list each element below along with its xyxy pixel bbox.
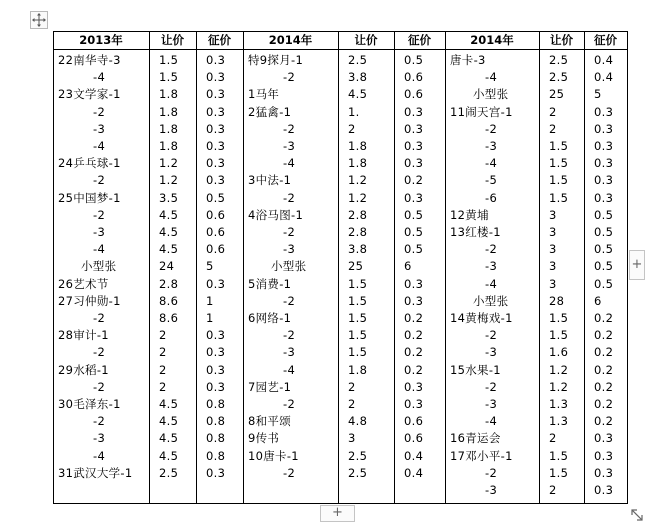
table-cell-name-2014b[interactable]: 14黄梅戏-1 [450, 311, 513, 325]
table-cell-price-2013-zheng[interactable]: 1 [206, 311, 214, 325]
table-cell-price-2013-zheng[interactable]: 0.3 [206, 362, 226, 377]
table-cell-price-2014b-zheng[interactable]: 0.2 [594, 414, 614, 429]
table-cell-name-2014b[interactable]: -4 [485, 276, 498, 291]
table-cell-price-2014b-zheng[interactable]: 0.3 [594, 139, 614, 153]
table-cell-price-2014b-zheng[interactable]: 0.3 [594, 173, 614, 188]
table-cell-name-2013[interactable]: 30毛泽东-1 [58, 397, 121, 411]
table-cell-price-2013-zheng[interactable]: 0.8 [206, 431, 226, 446]
table-cell-price-2014a-rang[interactable]: 1.5 [348, 311, 368, 325]
table-cell-price-2014b-zheng[interactable]: 0.3 [594, 483, 614, 497]
table-cell-price-2013-rang[interactable]: 1.8 [159, 87, 179, 102]
table-cell-price-2014b-rang[interactable]: 2 [549, 121, 557, 136]
table-cell-name-2014b[interactable]: 15水果-1 [450, 362, 501, 377]
table-cell-price-2013-rang[interactable]: 4.5 [159, 207, 179, 222]
table-cell-price-2014a-zheng[interactable]: 0.2 [404, 362, 424, 377]
table-cell-price-2014b-zheng[interactable]: 0.5 [594, 207, 614, 222]
table-cell-price-2014a-zheng[interactable]: 0.3 [404, 379, 424, 394]
table-cell-price-2014a-rang[interactable]: 2.8 [348, 207, 368, 222]
table-cell-name-2014a[interactable]: -2 [283, 121, 296, 136]
table-cell-price-2014b-rang[interactable]: 1.6 [549, 345, 569, 360]
table-cell-price-2013-rang[interactable]: 2 [159, 379, 167, 394]
column-header-price-2014b-rang[interactable]: 让价 [550, 33, 573, 47]
table-cell-name-2013[interactable]: 28审计-1 [58, 328, 109, 343]
table-cell-name-2014a[interactable]: -2 [283, 293, 296, 308]
table-cell-name-2014b[interactable]: -2 [485, 328, 498, 343]
table-cell-price-2014b-rang[interactable]: 1.5 [549, 328, 569, 343]
table-cell-price-2014b-rang[interactable]: 1.5 [549, 465, 569, 480]
table-cell-price-2014a-zheng[interactable]: 0.6 [404, 414, 424, 429]
column-header-price-2014b-zheng[interactable]: 征价 [594, 33, 617, 47]
table-cell-price-2014b-zheng[interactable]: 0.2 [594, 379, 614, 394]
table-cell-name-2014a[interactable]: 特9探月-1 [248, 53, 304, 67]
table-cell-price-2014b-rang[interactable]: 1.5 [549, 190, 569, 205]
table-cell-name-2013[interactable]: 25中国梦-1 [58, 190, 121, 205]
table-cell-price-2014b-rang[interactable]: 2.5 [549, 70, 569, 85]
table-cell-price-2014b-rang[interactable]: 1.3 [549, 397, 569, 411]
table-cell-price-2014b-rang[interactable]: 2 [549, 483, 557, 497]
table-cell-price-2013-rang[interactable]: 4.5 [159, 242, 179, 257]
table-cell-price-2014b-rang[interactable]: 28 [549, 293, 565, 308]
table-cell-name-2014a[interactable]: 1马年 [248, 87, 280, 102]
table-cell-name-2014b[interactable]: -2 [485, 465, 498, 480]
table-cell-price-2013-rang[interactable]: 4.5 [159, 414, 179, 429]
table-cell-price-2013-zheng[interactable]: 0.3 [206, 156, 226, 171]
table-cell-name-2014b[interactable]: 唐卡-3 [450, 53, 486, 67]
table-cell-price-2014b-rang[interactable]: 1.5 [549, 448, 569, 463]
table-cell-price-2014a-rang[interactable]: 1.5 [348, 328, 368, 343]
table-cell-name-2013[interactable]: -2 [93, 414, 106, 429]
table-cell-price-2014a-rang[interactable]: 3 [348, 431, 356, 446]
table-cell-name-2013[interactable]: -4 [93, 139, 106, 153]
table-cell-name-2014b[interactable]: -3 [485, 259, 498, 274]
table-cell-price-2014a-zheng[interactable]: 0.5 [404, 53, 424, 67]
table-cell-price-2014b-zheng[interactable]: 0.3 [594, 448, 614, 463]
table-cell-price-2013-zheng[interactable]: 5 [206, 259, 214, 274]
table-cell-name-2014b[interactable]: -3 [485, 397, 498, 411]
table-cell-name-2014a[interactable]: -3 [283, 345, 296, 360]
table-cell-price-2013-zheng[interactable]: 0.3 [206, 104, 226, 119]
table-cell-price-2014a-zheng[interactable]: 0.3 [404, 293, 424, 308]
table-cell-price-2013-zheng[interactable]: 0.3 [206, 345, 226, 360]
table-cell-name-2013[interactable]: -2 [93, 207, 106, 222]
table-cell-name-2013[interactable]: -4 [93, 242, 106, 257]
table-cell-price-2013-zheng[interactable]: 0.3 [206, 379, 226, 394]
table-cell-name-2013[interactable]: -4 [93, 448, 106, 463]
table-cell-price-2013-rang[interactable]: 2.5 [159, 465, 179, 480]
table-cell-price-2013-rang[interactable]: 1.8 [159, 104, 179, 119]
table-cell-price-2014a-rang[interactable]: 1.5 [348, 293, 368, 308]
table-cell-price-2014b-zheng[interactable]: 0.3 [594, 121, 614, 136]
table-cell-price-2014a-zheng[interactable]: 0.5 [404, 225, 424, 239]
table-cell-price-2013-rang[interactable]: 1.8 [159, 139, 179, 153]
table-cell-price-2014a-zheng[interactable]: 0.3 [404, 104, 424, 119]
table-cell-price-2013-rang[interactable]: 2 [159, 362, 167, 377]
table-cell-name-2013[interactable]: -4 [93, 70, 106, 85]
table-cell-name-2014a[interactable]: 3中法-1 [248, 173, 292, 188]
table-cell-price-2014b-zheng[interactable]: 0.3 [594, 465, 614, 480]
table-cell-price-2014a-zheng[interactable]: 0.6 [404, 431, 424, 446]
table-cell-name-2013[interactable]: 22南华寺-3 [58, 53, 121, 67]
table-cell-name-2014b[interactable]: -3 [485, 483, 498, 497]
table-cell-price-2014b-zheng[interactable]: 5 [594, 87, 602, 102]
table-cell-price-2014b-zheng[interactable]: 0.2 [594, 328, 614, 343]
table-cell-name-2013[interactable]: -2 [93, 104, 106, 119]
table-cell-name-2013[interactable]: 29水稻-1 [58, 362, 109, 377]
table-cell-price-2014a-zheng[interactable]: 6 [404, 259, 412, 274]
table-cell-name-2014b[interactable]: -3 [485, 345, 498, 360]
table-cell-name-2014b[interactable]: -2 [485, 379, 498, 394]
table-cell-name-2013[interactable]: -3 [93, 225, 106, 239]
table-cell-price-2014a-rang[interactable]: 2 [348, 121, 356, 136]
table-cell-price-2014b-zheng[interactable]: 0.2 [594, 345, 614, 360]
table-cell-price-2013-rang[interactable]: 1.8 [159, 121, 179, 136]
table-cell-name-2014a[interactable]: 4浴马图-1 [248, 207, 304, 222]
table-cell-name-2013[interactable]: 小型张 [81, 259, 117, 274]
column-header-name-2014b[interactable]: 2014年 [470, 33, 514, 47]
table-cell-price-2013-zheng[interactable]: 0.6 [206, 225, 226, 239]
table-cell-price-2014b-rang[interactable]: 1.3 [549, 414, 569, 429]
table-cell-name-2014b[interactable]: -2 [485, 242, 498, 257]
table-cell-name-2013[interactable]: -2 [93, 379, 106, 394]
table-cell-price-2014a-rang[interactable]: 2.8 [348, 225, 368, 239]
table-cell-price-2014b-zheng[interactable]: 0.5 [594, 259, 614, 274]
table-cell-price-2014a-rang[interactable]: 4.8 [348, 414, 368, 429]
table-cell-price-2014a-rang[interactable]: 1.5 [348, 276, 368, 291]
table-cell-price-2013-zheng[interactable]: 0.3 [206, 328, 226, 343]
table-cell-name-2014a[interactable]: -3 [283, 242, 296, 257]
table-cell-price-2014a-rang[interactable]: 4.5 [348, 87, 368, 102]
table-cell-price-2014a-zheng[interactable]: 0.2 [404, 311, 424, 325]
table-cell-name-2014b[interactable]: -3 [485, 139, 498, 153]
table-cell-name-2014a[interactable]: -2 [283, 70, 296, 85]
table-cell-price-2014a-zheng[interactable]: 0.3 [404, 121, 424, 136]
table-cell-price-2013-rang[interactable]: 4.5 [159, 225, 179, 239]
table-cell-price-2013-rang[interactable]: 8.6 [159, 293, 179, 308]
table-cell-price-2014b-rang[interactable]: 1.5 [549, 139, 569, 153]
table-cell-name-2013[interactable]: -2 [93, 173, 106, 188]
table-cell-price-2014b-rang[interactable]: 3 [549, 225, 557, 239]
table-cell-name-2013[interactable]: 23文学家-1 [58, 87, 121, 102]
table-cell-price-2013-zheng[interactable]: 0.3 [206, 87, 226, 102]
stamp-price-table [53, 31, 627, 504]
table-cell-price-2014b-zheng[interactable]: 0.3 [594, 104, 614, 119]
table-cell-price-2013-rang[interactable]: 2 [159, 345, 167, 360]
table-cell-price-2013-zheng[interactable]: 0.3 [206, 70, 226, 85]
table-cell-name-2014a[interactable]: -2 [283, 465, 296, 480]
table-cell-price-2014a-rang[interactable]: 1.2 [348, 173, 368, 188]
table-cell-name-2014a[interactable]: 2猛禽-1 [248, 104, 292, 119]
table-cell-name-2014b[interactable]: 13红楼-1 [450, 225, 501, 239]
table-cell-price-2014a-zheng[interactable]: 0.3 [404, 190, 424, 205]
table-cell-price-2013-zheng[interactable]: 0.6 [206, 207, 226, 222]
table-cell-name-2014a[interactable]: -4 [283, 362, 296, 377]
table-cell-price-2014a-rang[interactable]: 25 [348, 259, 364, 274]
table-cell-price-2013-zheng[interactable]: 0.3 [206, 276, 226, 291]
table-cell-name-2014b[interactable]: -4 [485, 70, 498, 85]
table-cell-price-2014a-zheng[interactable]: 0.3 [404, 276, 424, 291]
table-cell-name-2014a[interactable]: 10唐卡-1 [248, 448, 299, 463]
table-cell-price-2014a-rang[interactable]: 2.5 [348, 53, 368, 67]
table-cell-price-2013-rang[interactable]: 24 [159, 259, 175, 274]
table-cell-price-2014a-rang[interactable]: 3.8 [348, 70, 368, 85]
table-cell-name-2014b[interactable]: -5 [485, 173, 498, 188]
table-cell-name-2014a[interactable]: -2 [283, 328, 296, 343]
table-cell-price-2014a-rang[interactable]: 1. [348, 104, 360, 119]
table-cell-price-2014b-zheng[interactable]: 0.5 [594, 276, 614, 291]
table-cell-price-2014a-zheng[interactable]: 0.3 [404, 139, 424, 153]
table-cell-price-2014b-rang[interactable]: 3 [549, 242, 557, 257]
table-cell-name-2014b[interactable]: 小型张 [473, 293, 509, 308]
table-cell-price-2014b-rang[interactable]: 1.2 [549, 379, 569, 394]
table-cell-price-2013-zheng[interactable]: 0.8 [206, 448, 226, 463]
table-cell-price-2014a-rang[interactable]: 3.8 [348, 242, 368, 257]
column-header-price-2014a-rang[interactable]: 让价 [354, 33, 378, 47]
table-cell-name-2014b[interactable]: -4 [485, 414, 498, 429]
table-cell-price-2014a-rang[interactable]: 2.5 [348, 448, 368, 463]
table-cell-price-2014a-rang[interactable]: 1.2 [348, 190, 368, 205]
table-cell-price-2013-zheng[interactable]: 0.3 [206, 121, 226, 136]
table-cell-name-2014a[interactable]: -3 [283, 139, 296, 153]
table-cell-price-2013-zheng[interactable]: 0.3 [206, 173, 226, 188]
table-cell-price-2013-rang[interactable]: 4.5 [159, 448, 179, 463]
table-cell-name-2014b[interactable]: -6 [485, 190, 498, 205]
table-cell-price-2013-rang[interactable]: 3.5 [159, 190, 179, 205]
table-cell-price-2014a-rang[interactable]: 1.5 [348, 345, 368, 360]
table-cell-price-2014a-zheng[interactable]: 0.6 [404, 70, 424, 85]
table-cell-price-2014b-rang[interactable]: 1.5 [549, 311, 569, 325]
table-cell-price-2014b-zheng[interactable]: 0.5 [594, 242, 614, 257]
column-header-name-2014a[interactable]: 2014年 [268, 33, 313, 47]
table-cell-price-2014a-zheng[interactable]: 0.3 [404, 156, 424, 171]
table-cell-name-2013[interactable]: -3 [93, 121, 106, 136]
table-cell-name-2013[interactable]: 31武汉大学-1 [58, 465, 133, 480]
table-cell-name-2014a[interactable]: 7园艺-1 [248, 379, 292, 394]
column-header-price-2013-rang[interactable]: 让价 [161, 33, 184, 47]
table-cell-price-2013-rang[interactable]: 4.5 [159, 431, 179, 446]
table-cell-name-2014b[interactable]: 17邓小平-1 [450, 448, 513, 463]
table-cell-price-2014b-zheng[interactable]: 0.3 [594, 431, 614, 446]
table-cell-price-2013-zheng[interactable]: 1 [206, 293, 214, 308]
table-cell-price-2013-zheng[interactable]: 0.3 [206, 139, 226, 153]
table-cell-price-2014b-zheng[interactable]: 0.5 [594, 225, 614, 239]
table-cell-price-2014a-rang[interactable]: 2 [348, 397, 356, 411]
table-cell-price-2013-rang[interactable]: 1.2 [159, 173, 179, 188]
resize-handle-icon[interactable] [628, 506, 646, 524]
table-cell-price-2014a-zheng[interactable]: 0.5 [404, 207, 424, 222]
table-cell-name-2014a[interactable]: 6网络-1 [248, 311, 292, 325]
table-cell-price-2014b-zheng[interactable]: 0.3 [594, 156, 614, 171]
column-header-price-2013-zheng[interactable]: 征价 [208, 33, 231, 47]
table-cell-price-2014b-rang[interactable]: 3 [549, 259, 557, 274]
table-cell-price-2014a-rang[interactable]: 1.8 [348, 139, 368, 153]
table-cell-name-2013[interactable]: -2 [93, 311, 106, 325]
table-cell-price-2014b-rang[interactable]: 2 [549, 104, 557, 119]
table-cell-price-2013-zheng[interactable]: 0.3 [206, 53, 226, 67]
table-cell-price-2014a-rang[interactable]: 2.5 [348, 465, 368, 480]
table-cell-name-2014b[interactable]: 16青运会 [450, 431, 501, 446]
table-cell-name-2013[interactable]: 26艺术节 [58, 276, 109, 291]
table-cell-price-2013-rang[interactable]: 1.2 [159, 156, 179, 171]
table-cell-price-2014b-rang[interactable]: 1.2 [549, 362, 569, 377]
table-cell-price-2014b-rang[interactable]: 25 [549, 87, 565, 102]
table-cell-name-2014a[interactable]: 8和平颂 [248, 414, 292, 429]
table-cell-price-2014b-rang[interactable]: 1.5 [549, 156, 569, 171]
table-cell-price-2014a-rang[interactable]: 1.8 [348, 156, 368, 171]
table-cell-name-2014a[interactable]: 5消费-1 [248, 276, 292, 291]
table-cell-name-2014b[interactable]: 11闹天宫-1 [450, 104, 513, 119]
table-cell-price-2014a-zheng[interactable]: 0.3 [404, 397, 424, 411]
table-cell-price-2014a-zheng[interactable]: 0.2 [404, 173, 424, 188]
table-cell-price-2013-zheng[interactable]: 0.3 [206, 465, 226, 480]
table-cell-price-2014b-zheng[interactable]: 0.4 [594, 70, 614, 85]
table-cell-price-2014b-zheng[interactable]: 0.2 [594, 311, 614, 325]
table-cell-price-2014b-zheng[interactable]: 0.2 [594, 397, 614, 411]
table-cell-price-2014a-zheng[interactable]: 0.6 [404, 87, 424, 102]
table-cell-price-2013-rang[interactable]: 1.5 [159, 70, 179, 85]
column-header-name-2013[interactable]: 2013年 [79, 33, 123, 47]
table-cell-price-2014b-rang[interactable]: 2.5 [549, 53, 569, 67]
table-cell-name-2014b[interactable]: 小型张 [473, 87, 509, 102]
table-cell-price-2013-zheng[interactable]: 0.8 [206, 397, 226, 411]
table-cell-price-2014b-zheng[interactable]: 0.3 [594, 190, 614, 205]
table-cell-price-2014a-rang[interactable]: 1.8 [348, 362, 368, 377]
add-column-button[interactable]: + [629, 250, 645, 280]
table-cell-price-2014a-zheng[interactable]: 0.4 [404, 448, 424, 463]
table-cell-price-2014a-zheng[interactable]: 0.2 [404, 328, 424, 343]
add-row-button[interactable]: + [320, 505, 355, 522]
table-cell-price-2013-zheng[interactable]: 0.6 [206, 242, 226, 257]
table-cell-name-2014a[interactable]: 小型张 [271, 259, 307, 274]
table-cell-price-2013-rang[interactable]: 1.5 [159, 53, 179, 67]
table-cell-name-2014b[interactable]: -2 [485, 121, 498, 136]
table-cell-price-2014b-rang[interactable]: 3 [549, 276, 557, 291]
table-move-handle-icon[interactable] [30, 11, 48, 29]
table-cell-name-2014b[interactable]: 12黄埔 [450, 207, 489, 222]
table-cell-price-2014a-rang[interactable]: 2 [348, 379, 356, 394]
table-cell-price-2014b-zheng[interactable]: 0.2 [594, 362, 614, 377]
table-grid [53, 31, 628, 504]
table-cell-price-2013-rang[interactable]: 2 [159, 328, 167, 343]
table-cell-name-2014a[interactable]: -2 [283, 190, 296, 205]
table-cell-name-2014b[interactable]: -4 [485, 156, 498, 171]
table-cell-price-2014b-rang[interactable]: 2 [549, 431, 557, 446]
table-cell-price-2014b-rang[interactable]: 1.5 [549, 173, 569, 188]
table-cell-price-2014b-zheng[interactable]: 0.4 [594, 53, 614, 67]
table-cell-price-2013-rang[interactable]: 4.5 [159, 397, 179, 411]
table-cell-name-2013[interactable]: -2 [93, 345, 106, 360]
table-cell-price-2014a-zheng[interactable]: 0.5 [404, 242, 424, 257]
table-cell-name-2014a[interactable]: -2 [283, 225, 296, 239]
table-cell-name-2013[interactable]: -3 [93, 431, 106, 446]
table-cell-price-2014a-zheng[interactable]: 0.4 [404, 465, 424, 480]
table-cell-price-2014a-zheng[interactable]: 0.2 [404, 345, 424, 360]
table-cell-name-2014a[interactable]: -4 [283, 156, 296, 171]
table-cell-price-2013-rang[interactable]: 8.6 [159, 311, 179, 325]
table-cell-name-2014a[interactable]: 9传书 [248, 431, 280, 446]
table-cell-name-2014a[interactable]: -2 [283, 397, 296, 411]
table-cell-price-2014b-zheng[interactable]: 6 [594, 293, 602, 308]
column-header-price-2014a-zheng[interactable]: 征价 [408, 33, 431, 47]
table-cell-name-2013[interactable]: 24乒乓球-1 [58, 156, 121, 171]
table-cell-price-2013-zheng[interactable]: 0.8 [206, 414, 226, 429]
table-cell-name-2013[interactable]: 27习仲勋-1 [58, 293, 121, 308]
table-cell-price-2014b-rang[interactable]: 3 [549, 207, 557, 222]
table-cell-price-2013-rang[interactable]: 2.8 [159, 276, 179, 291]
table-cell-price-2013-zheng[interactable]: 0.5 [206, 190, 226, 205]
